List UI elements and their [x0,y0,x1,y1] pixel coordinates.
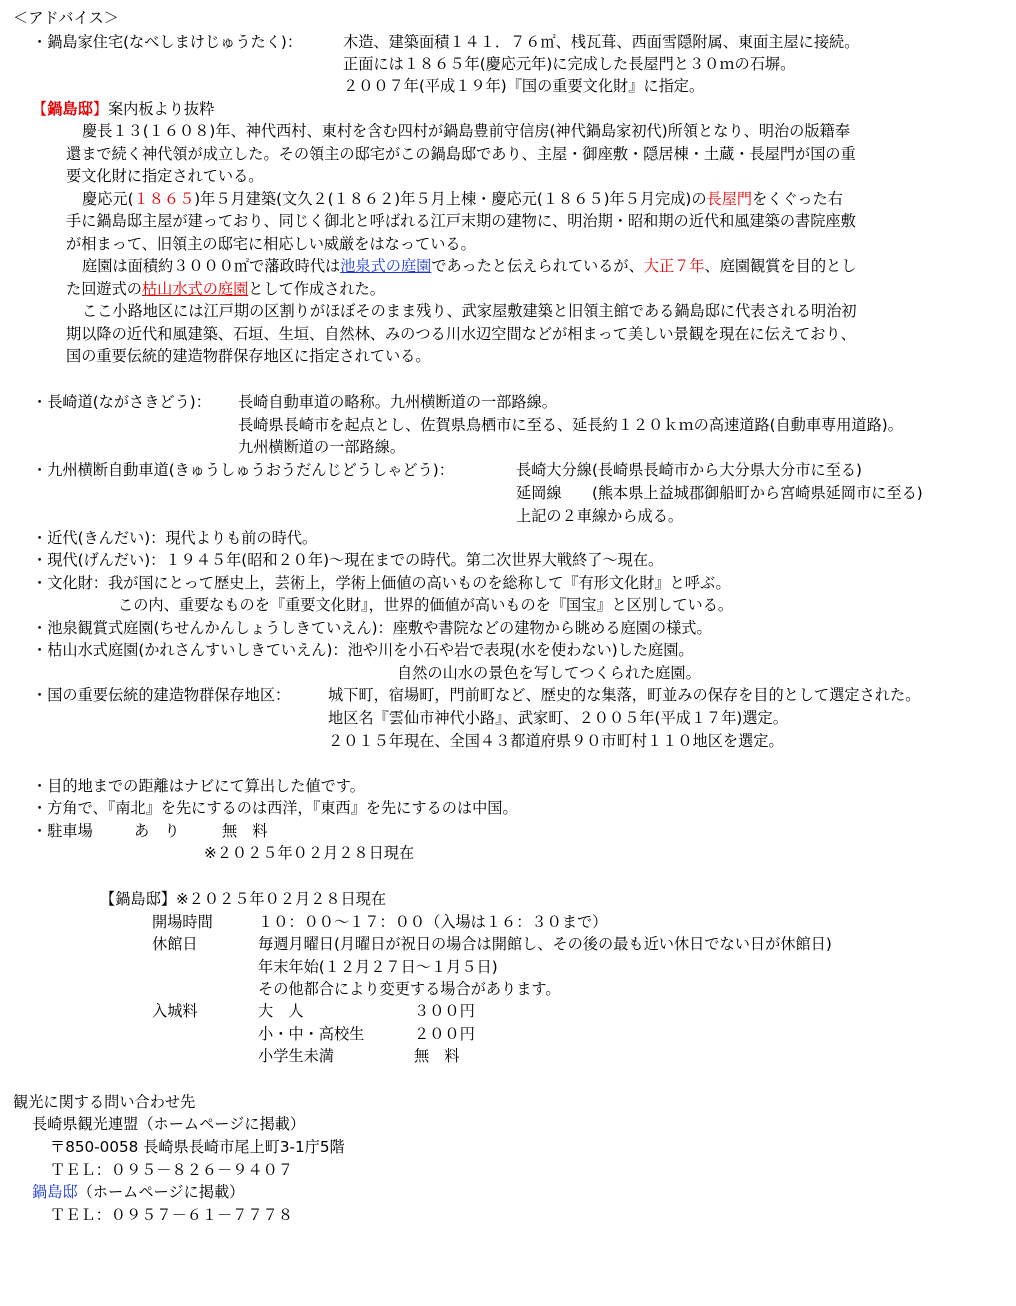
karesansui-line2: 自然の山水の景色を写してつくられた庭園。 [397,664,701,682]
preservation-line3: ２０１５年現在、全国４３都道府県９０市町村１１０地区を選定。 [328,732,784,750]
fee-category: 小学生未満 [258,1047,334,1065]
advice-heading: ＜アドバイス＞ [13,9,119,27]
para3-line2 [66,279,385,299]
closed-label: 休館日 [152,935,198,953]
para2-gate: 長屋門 [706,190,753,208]
closed-line2: 年末年始(１２月２７日～１月５日) [258,958,498,976]
hours-label: 開場時間 [152,913,213,931]
karesansui-line1: ・枯山水式庭園(かれさんすいしきていえん)：池や川を小石や岩で表現(水を使わない)した庭園。 [32,641,694,659]
para1-line2: 還まで続く神代領が成立した。その領主の邸宅がこの鍋島邸であり、主屋・御座敷・隠居棟・土蔵・長屋門が国の重 [66,145,856,163]
closed-line1: 毎週月曜日(月曜日が祝日の場合は開館し、その後の最も近い休日でない日が休館日) [258,935,832,953]
kyushu-road-label: ・九州横断自動車道(きゅうしゅうおうだんじどうしゃどう)： [32,461,454,479]
fee-label: 入城料 [152,1002,198,1020]
facility-heading: 【鍋島邸】※２０２５年０２月２８日現在 [100,890,387,908]
nagasaki-road-line1: 長崎自動車道の略称。九州横断道の一部路線。 [238,393,557,411]
para3-text-b: であったと伝えられているが、 [431,257,644,275]
kyushu-road-line3: 上記の２車線から成る。 [516,507,684,525]
fee-price: 無 料 [414,1047,460,1065]
parking-asof: ※２０２５年０２月２８日現在 [204,844,415,862]
closed-line3: その他都合により変更する場合があります。 [258,980,561,998]
contact-org2-note: （ホームページに掲載） [77,1183,245,1201]
parking-fee: 無 料 [222,822,268,840]
contact-org2 [32,1182,244,1202]
chisen-note: ・池泉観賞式庭園(ちせんかんしょうしきていえん)：座敷や書院などの建物から眺める庭園の様式。 [32,619,712,637]
contact-heading: 観光に関する問い合わせ先 [13,1093,196,1111]
para4-line3: 国の重要伝統的建造物群保存地区に指定されている。 [66,347,431,365]
bracket-close: 】 [92,100,108,118]
para3-text-d: た回遊式の [66,280,142,298]
fee-price: ３００円 [414,1002,475,1020]
para2-line3: が相まって、旧領主の邸宅に相応しい威厳をはなっている。 [66,235,476,253]
nagasaki-road-line3: 九州横断道の一部路線。 [238,438,406,456]
para3-line1 [82,256,856,276]
residence-heading-rest: 案内板より抜粋 [107,100,215,118]
residence-heading [32,99,214,119]
para4-line2: 期以降の近代和風建築、石垣、生垣、自然林、みのつる川水辺空間などが相まって美しい景観を現在に伝えており、 [66,325,856,343]
fee-category: 大 人 [258,1002,304,1020]
para1-line1: 慶長１３(１６０８)年、神代西村、東村を含む四村が鍋島豊前守信房(神代鍋島家初代)所領となり、明治の版籍奉 [82,122,850,140]
distance-note: ・目的地までの距離はナビにて算出した値です。 [32,777,365,795]
residence-name: 鍋島邸 [47,100,93,118]
kyushu-road-line2: 延岡線 (熊本県上益城郡御船町から宮崎県延岡市に至る) [516,484,923,502]
preservation-line1: 城下町，宿場町，門前町など、歴史的な集落，町並みの保存を目的として選定された。 [328,686,921,704]
contact-org1-tel: ＴＥＬ：０９５－８２６－９４０７ [50,1161,293,1179]
fee-category: 小・中・高校生 [258,1025,365,1043]
para3-text-a: 庭園は面積約３０００㎡で藩政時代は [82,257,341,275]
contact-org2-tel: ＴＥＬ：０９５７－６１－７７７８ [50,1206,293,1224]
nabeshima-house-line2: 正面には１８６５年(慶応元年)に完成した長屋門と３０ｍの石塀。 [343,55,796,73]
para3-taisho: 大正７年 [643,257,705,275]
nagasaki-road-label: ・長崎道(ながさきどう)： [32,393,211,411]
preservation-label: ・国の重要伝統的建造物群保存地区： [32,686,291,704]
parking-label: ・駐車場 [32,822,93,840]
nabeshima-house-line1: 木造、建築面積１４１．７６㎡、桟瓦葺、西面雪隠附属、東面主屋に接続。 [343,33,860,51]
nabeshima-house-label: ・鍋島家住宅(なべしまけじゅうたく)： [32,33,303,51]
para2-line1 [82,189,843,209]
kindai-note: ・近代(きんだい)：現代よりも前の時代。 [32,529,318,547]
kyushu-road-line1: 長崎大分線(長崎県長崎市から大分県大分市に至る) [516,461,862,479]
contact-org2-name: 鍋島邸 [32,1183,78,1201]
nabeshima-house-line3: ２００７年(平成１９年)『国の重要文化財』に指定。 [343,77,705,95]
contact-org1-address: 〒850-0058 長崎県長崎市尾上町3-1庁5階 [50,1138,345,1156]
direction-note: ・方角で、『南北』を先にするのは西洋，『東西』を先にするのは中国。 [32,799,518,817]
preservation-line2: 地区名『雲仙市神代小路』、武家町、２００５年(平成１７年)選定。 [328,709,788,727]
para3-text-e: として作成された。 [248,280,385,298]
para2-line2: 手に鍋島邸主屋が建っており、同じく御北と呼ばれる江戸末期の建物に、明治期・昭和期の近代和風建築の書院座敷 [66,212,856,230]
hours-value: １０：００～１７：００（入場は１６：３０まで） [258,913,608,931]
para1-line3: 要文化財に指定されている。 [66,167,264,185]
para2-text-a: 慶応元( [82,190,134,208]
para2-text-b: )年５月建築(文久２(１８６２)年５月上棟・慶応元(１８６５)年５月完成)の [194,190,707,208]
contact-org1: 長崎県観光連盟（ホームページに掲載） [32,1115,306,1133]
para3-karesansui-garden: 枯山水式の庭園 [141,280,249,298]
para3-text-c: 、庭園観賞を目的とし [704,257,857,275]
fee-price: ２００円 [414,1025,475,1043]
nagasaki-road-line2: 長崎県長崎市を起点とし、佐賀県鳥栖市に至る、延長約１２０ｋｍの高速道路(自動車専用道路)。 [238,416,903,434]
para2-text-c: をくぐった右 [752,190,843,208]
bracket-open: 【 [32,100,48,118]
bunkazai-line2: この内、重要なものを『重要文化財』，世界的価値が高いものを『国宝』と区別している。 [118,596,734,614]
para4-line1: ここ小路地区には江戸期の区割りがほぼそのまま残り、武家屋敷建築と旧領主館である鍋島邸に代表される明治初 [82,302,857,320]
gendai-note: ・現代(げんだい)：１９４５年(昭和２０年)～現在までの時代。第二次世界大戦終了～現在。 [32,551,664,569]
parking-availability: あ り [134,822,180,840]
para3-chisen-garden: 池泉式の庭園 [340,257,432,275]
bunkazai-line1: ・文化財：我が国にとって歴史上，芸術上，学術上価値の高いものを総称して『有形文化財』と呼ぶ。 [32,574,731,592]
para2-year: １８６５ [133,190,195,208]
